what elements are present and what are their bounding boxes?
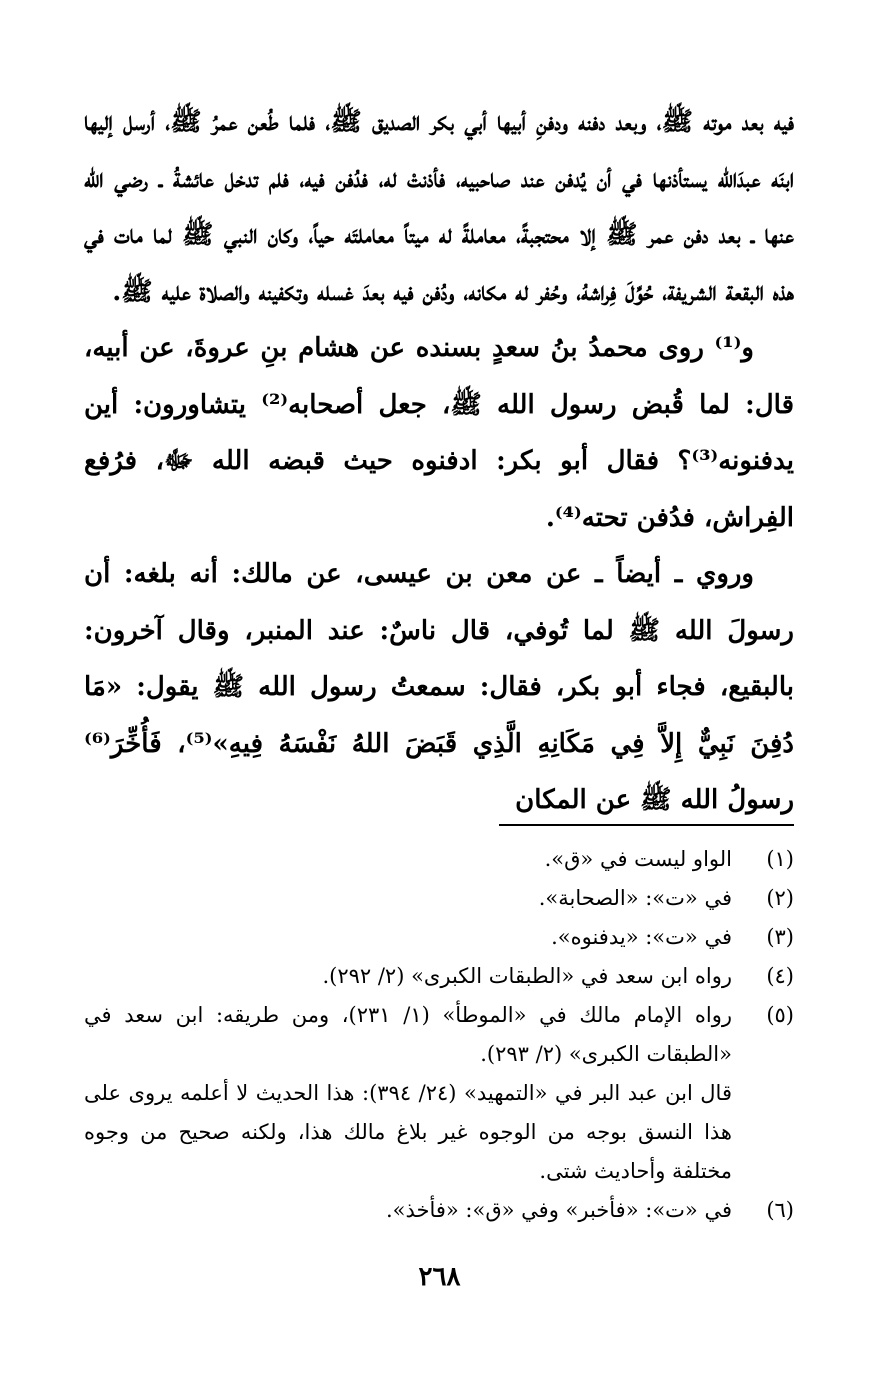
- footnote-4: [84, 957, 794, 996]
- footnote-5: [84, 996, 794, 1191]
- paragraph-1: فيه بعد موته ﷺ، وبعد دفنه ودفنِ أبيها أبي بكر الصديق ﷺ، فلما طُعن عمرُ ﷺ، أرسل إليها ابنَه عبدَالله يستأذنها في أن يُدفن عند صاحبيه، فأذنتْ له، فدُفن فيه، فلم تدخل عائشةُ ـ رضي الله عنها ـ بعد دفن عمر ﷺ إلا محتجبةً، معاملةً له ميتاً معاملتَه حياً، وكان النبي ﷺ لما مات في هذه البقعة الشريفة، حُوِّلَ فِراشهُ، وحُفر له مكانه، ودُفن فيه بعدَ غسله وتكفينه والصلاة عليه ﷺ.: [84, 107, 794, 307]
- footnote-line: رواه الإمام مالك في «الموطأ» (١/ ٢٣١)، ومن طريقه: ابن سعد في «الطبقات الكبرى» (٢/ ٢٩٣).: [84, 1003, 732, 1066]
- footnote-number: (٥): [766, 1003, 794, 1027]
- footnote-line: الواو ليست في «ق».: [544, 847, 732, 871]
- footnote-line: في «ت»: «يدفنوه».: [551, 925, 732, 949]
- footnote-1: [84, 840, 794, 879]
- main-text: [84, 94, 794, 829]
- page-number: ٢٦٨: [418, 1262, 461, 1292]
- footnote-line: قال ابن عبد البر في «التمهيد» (٢٤/ ٣٩٤): هذا الحديث لا أعلمه يروى على هذا النسق بوجه من الوجوه غير بلاغ مالك هذا، ولكنه صحيح من وجوه مختلفة وأحاديث شتى.: [84, 1081, 732, 1183]
- footnote-text: [84, 996, 732, 1191]
- footnote-text: [84, 957, 732, 996]
- footnote-line: في «ت»: «فأخبر» وفي «ق»: «فأخذ».: [385, 1198, 732, 1222]
- footnote-text: [84, 918, 732, 957]
- footnote-2: [84, 879, 794, 918]
- paragraph-2: و⁽¹⁾ روى محمدُ بنُ سعدٍ بسنده عن هشام بنِ عروةَ، عن أبيه، قال: لما قُبض رسول الله ﷺ، جعل أصحابه⁽²⁾ يتشاورون: أين يدفنونه⁽³⁾؟ فقال أبو بكر: ادفنوه حيث قبضه الله ﷻ، فرُفع الفِراش، فدُفن تحته⁽⁴⁾.: [84, 333, 795, 533]
- footnote-number: (٣): [766, 925, 794, 949]
- footnote-number: (٢): [766, 886, 794, 910]
- footnote-text: [84, 879, 732, 918]
- footnote-number: (٤): [766, 964, 794, 988]
- footnote-text: [84, 840, 732, 879]
- paragraph-3: وروي ـ أيضاً ـ عن معن بن عيسى، عن مالك: أنه بلغه: أن رسولَ الله ﷺ لما تُوفي، قال ناسٌ: عند المنبر، وقال آخرون: بالبقيع، فجاء أبو بكر، فقال: سمعتُ رسول الله ﷺ يقول: «مَا دُفِنَ نَبِيٌّ إِلاَّ فِي مَكَانِهِ الَّذِي قَبَضَ اللهُ نَفْسَهُ فِيهِ»⁽⁵⁾، فَأُخِّرَ⁽⁶⁾ رسولُ الله ﷺ عن المكان: [84, 559, 795, 815]
- footnote-3: [84, 918, 794, 957]
- footnote-number: (١): [766, 847, 794, 871]
- footnote-separator: [499, 824, 794, 826]
- footnote-text: [84, 1191, 732, 1230]
- footnote-6: [84, 1191, 794, 1230]
- footnote-line: في «ت»: «الصحابة».: [538, 886, 732, 910]
- footnotes: [84, 840, 794, 1230]
- footnote-line: رواه ابن سعد في «الطبقات الكبرى» (٢/ ٢٩٢).: [322, 964, 732, 988]
- footnote-number: (٦): [766, 1198, 794, 1222]
